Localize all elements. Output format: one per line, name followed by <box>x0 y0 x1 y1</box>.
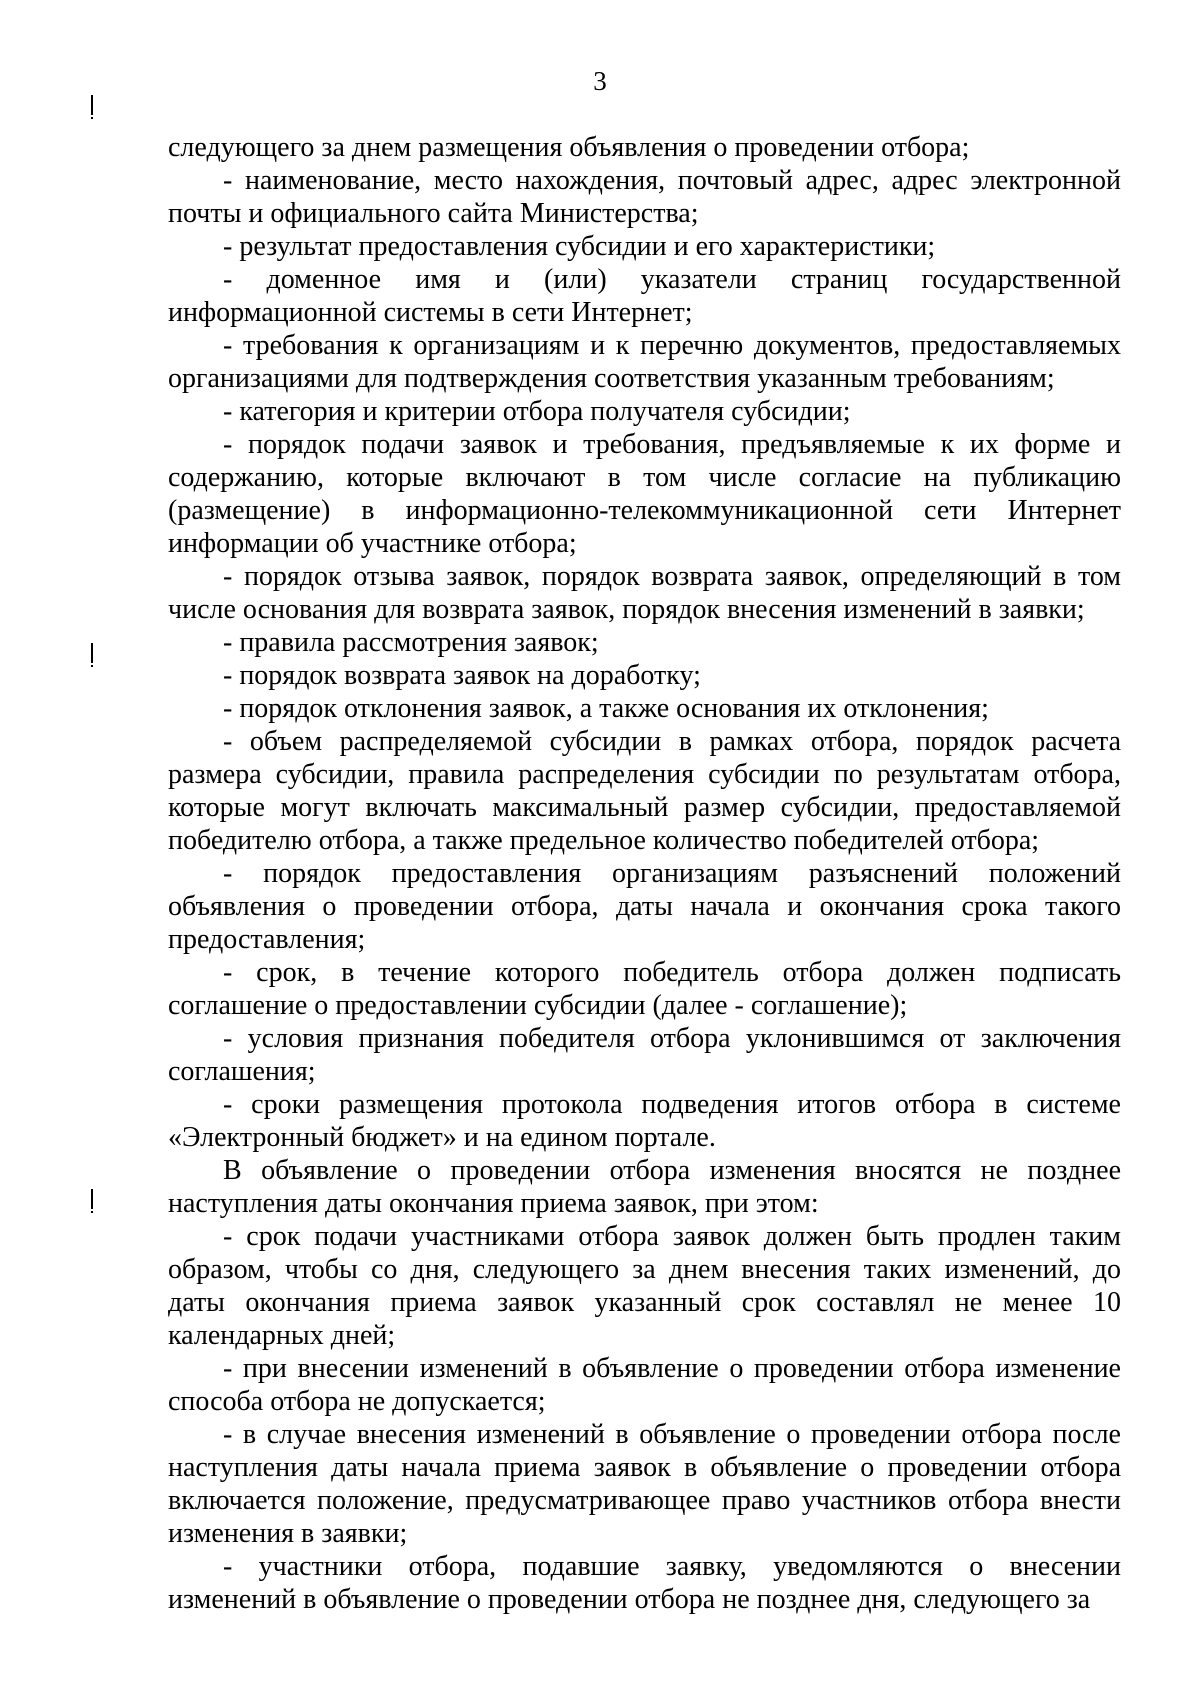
paragraph: - срок подачи участниками отбора заявок должен быть продлен таким образом, чтобы со дня, следующего за днем внесения таких изменений, до даты окончания приема заявок указанный срок составлял не менее 10 календарных дней; <box>168 1221 1121 1351</box>
paragraph: - объем распределяемой субсидии в рамках отбора, порядок расчета размера субсидии, правила распределения субсидии по результатам отбора, которые могут включать максимальный размер субсидии, предоставляемой победителю отбора, а также предельное количество победителей отбора; <box>168 726 1121 856</box>
paragraph: - наименование, место нахождения, почтовый адрес, адрес электронной почты и официального сайта Министерства; <box>168 165 1121 229</box>
paragraph: - срок, в течение которого победитель отбора должен подписать соглашение о предоставлении субсидии (далее - соглашение); <box>168 957 1121 1021</box>
page-number: 3 <box>593 66 607 96</box>
paragraph: - доменное имя и (или) указатели страниц государственной информационной системы в сети Интернет; <box>168 264 1121 328</box>
paragraph: - порядок отзыва заявок, порядок возврата заявок, определяющий в том числе основания для возврата заявок, порядок внесения изменений в заявки; <box>168 561 1121 625</box>
paragraph: - правила рассмотрения заявок; <box>223 627 599 658</box>
paragraph: - категория и критерии отбора получателя субсидии; <box>223 396 851 427</box>
paragraph: - в случае внесения изменений в объявление о проведении отбора после наступления даты начала приема заявок в объявление о проведении отбора включается положение, предусматривающее право участников отбора внести изменения в заявки; <box>168 1419 1121 1549</box>
paragraph: - при внесении изменений в объявление о проведении отбора изменение способа отбора не допускается; <box>168 1353 1121 1417</box>
paragraph: В объявление о проведении отбора изменения вносятся не позднее наступления даты окончания приема заявок, при этом: <box>168 1155 1121 1219</box>
margin-mark <box>91 1189 93 1209</box>
paragraph: - участники отбора, подавшие заявку, уведомляются о внесении изменений в объявление о проведении отбора не позднее дня, следующего за <box>168 1551 1121 1615</box>
margin-mark <box>91 643 93 663</box>
paragraph: - порядок предоставления организациям разъяснений положений объявления о проведении отбора, даты начала и окончания срока такого предоставления; <box>168 858 1121 955</box>
document-body <box>168 131 1121 1616</box>
paragraph: - сроки размещения протокола подведения итогов отбора в системе «Электронный бюджет» и на едином портале. <box>168 1089 1121 1153</box>
paragraph: - порядок подачи заявок и требования, предъявляемые к их форме и содержанию, которые включают в том числе согласие на публикацию (размещение) в информационно-телекоммуникационной сети Интернет информации об участнике отбора; <box>168 429 1121 559</box>
paragraph: - порядок отклонения заявок, а также основания их отклонения; <box>223 693 989 724</box>
paragraph: - порядок возврата заявок на доработку; <box>223 660 701 691</box>
paragraph: - результат предоставления субсидии и его характеристики; <box>223 231 936 262</box>
paragraph: следующего за днем размещения объявления о проведении отбора; <box>168 132 970 163</box>
paragraph: - условия признания победителя отбора уклонившимся от заключения соглашения; <box>168 1023 1121 1087</box>
margin-mark <box>91 95 93 115</box>
paragraph: - требования к организациям и к перечню документов, предоставляемых организациями для подтверждения соответствия указанным требованиям; <box>168 330 1121 394</box>
